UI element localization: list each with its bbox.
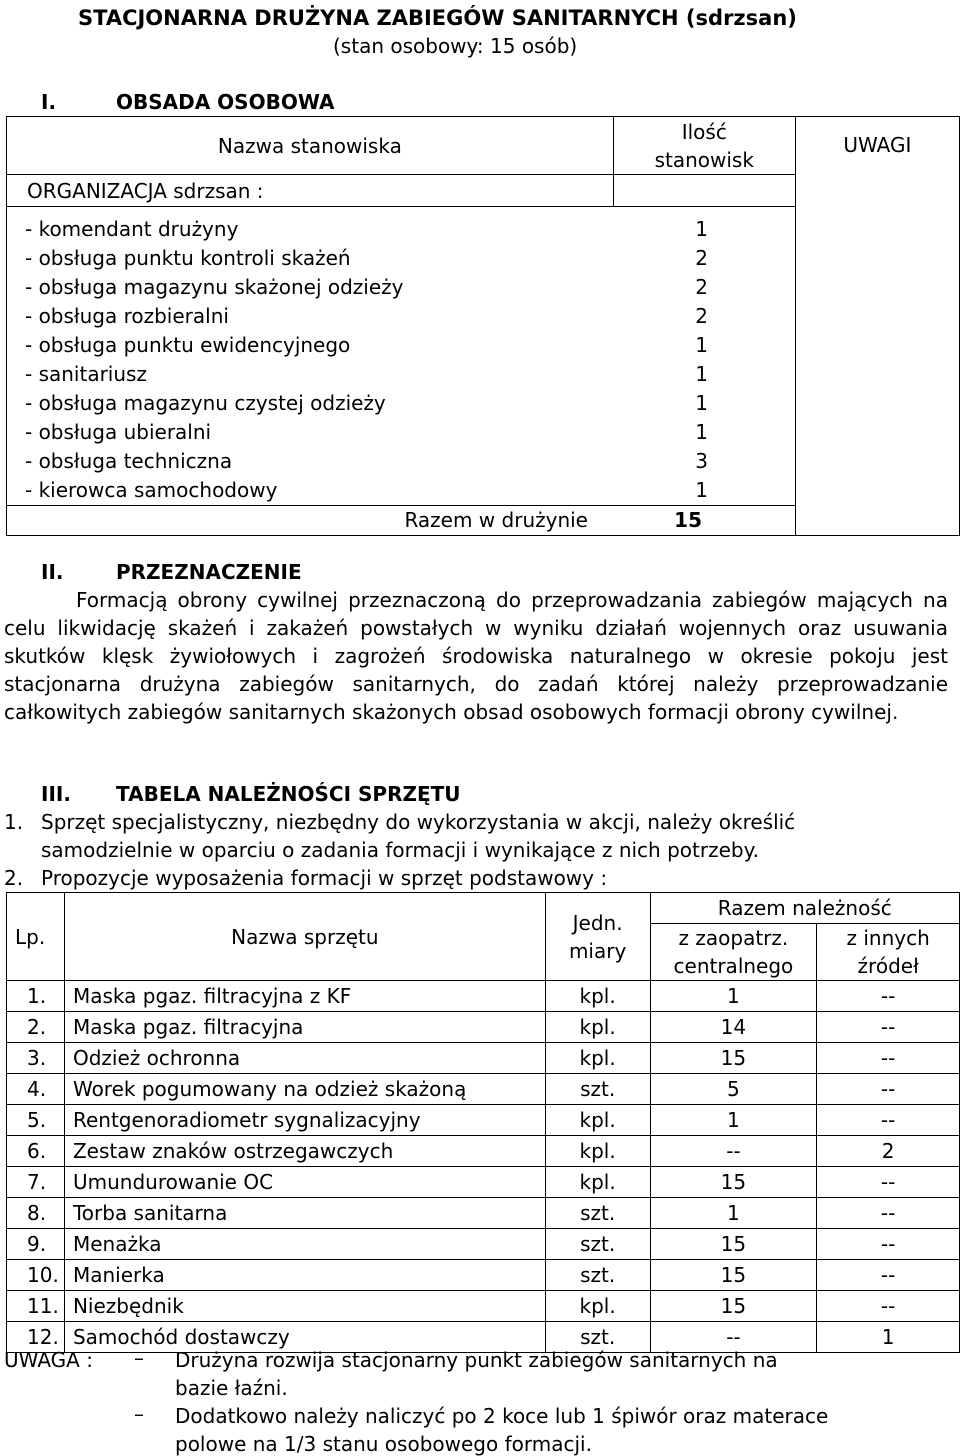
- point-2-text: Propozycje wyposażenia formacji w sprzęt podstawowy :: [41, 866, 608, 890]
- equipment-central-qty: 1: [650, 981, 817, 1012]
- equipment-row: [7, 1260, 960, 1291]
- equipment-row: [7, 1198, 960, 1229]
- equipment-unit: kpl.: [545, 981, 650, 1012]
- staffing-position-name: - kierowca samochodowy: [25, 478, 278, 502]
- staffing-position-name: - obsługa punktu kontroli skażeń: [25, 246, 351, 270]
- staffing-total-label: Razem w drużynie: [404, 508, 588, 532]
- section-3-number: III.: [41, 782, 71, 806]
- equipment-row: [7, 1105, 960, 1136]
- staffing-position-count: 1: [695, 217, 708, 241]
- staffing-position-name: - obsługa magazynu czystej odzieży: [25, 391, 386, 415]
- equipment-name: Manierka: [64, 1260, 545, 1291]
- staffing-row: [7, 273, 795, 302]
- equipment-col-unit-header: Jedn. miary: [545, 893, 650, 981]
- equipment-other-qty: --: [817, 1105, 960, 1136]
- note-1-dash: –: [134, 1346, 144, 1370]
- note-2-line-2: polowe na 1/3 stanu osobowego formacji.: [175, 1432, 592, 1456]
- notes-label: UWAGA :: [4, 1348, 93, 1372]
- point-2-number: 2.: [4, 866, 24, 890]
- staffing-position-count: 1: [695, 420, 708, 444]
- equipment-col-lp-header: Lp.: [7, 893, 65, 981]
- equipment-other-qty: 1: [817, 1322, 960, 1353]
- staffing-row: [7, 476, 795, 505]
- staffing-position-name: - obsługa techniczna: [25, 449, 233, 473]
- staffing-row: [7, 360, 795, 389]
- equipment-other-qty: --: [817, 1012, 960, 1043]
- equipment-name: Umundurowanie OC: [64, 1167, 545, 1198]
- staffing-total-value: 15: [674, 508, 702, 532]
- equipment-name: Menażka: [64, 1229, 545, 1260]
- equipment-other-qty: --: [817, 1291, 960, 1322]
- equipment-central-qty: 1: [650, 1105, 817, 1136]
- section-3-heading: TABELA NALEŻNOŚCI SPRZĘTU: [116, 782, 461, 806]
- staffing-position-count: 2: [695, 304, 708, 328]
- staffing-total-row: [7, 506, 796, 536]
- staffing-col-count-header: Ilość stanowisk: [613, 117, 795, 175]
- equipment-row: [7, 1043, 960, 1074]
- equipment-unit: szt.: [545, 1229, 650, 1260]
- equipment-central-qty: 14: [650, 1012, 817, 1043]
- equipment-col-other-header: z innych źródeł: [817, 924, 960, 981]
- equipment-other-qty: --: [817, 1043, 960, 1074]
- staffing-position-name: - sanitariusz: [25, 362, 147, 386]
- staffing-col-name-header: Nazwa stanowiska: [7, 117, 614, 175]
- equipment-lp: 2.: [7, 1012, 65, 1043]
- staffing-position-name: - obsługa magazynu skażonej odzieży: [25, 275, 404, 299]
- staffing-position-count: 1: [695, 362, 708, 386]
- staffing-position-name: - obsługa ubieralni: [25, 420, 212, 444]
- equipment-unit: kpl.: [545, 1167, 650, 1198]
- equipment-name: Worek pogumowany na odzież skażoną: [64, 1074, 545, 1105]
- equipment-unit: szt.: [545, 1260, 650, 1291]
- equipment-lp: 4.: [7, 1074, 65, 1105]
- equipment-row: [7, 1229, 960, 1260]
- equipment-lp: 3.: [7, 1043, 65, 1074]
- equipment-central-qty: 15: [650, 1229, 817, 1260]
- equipment-other-qty: --: [817, 1167, 960, 1198]
- staffing-position-name: - obsługa rozbieralni: [25, 304, 229, 328]
- equipment-row: [7, 981, 960, 1012]
- equipment-central-qty: 15: [650, 1043, 817, 1074]
- equipment-table: [6, 892, 960, 1353]
- note-1-line-2: bazie łaźni.: [175, 1376, 288, 1400]
- note-2-line-1: Dodatkowo należy naliczyć po 2 koce lub 1 śpiwór oraz materace: [175, 1404, 829, 1428]
- equipment-other-qty: 2: [817, 1136, 960, 1167]
- equipment-lp: 12.: [7, 1322, 65, 1353]
- equipment-central-qty: 5: [650, 1074, 817, 1105]
- document-title: STACJONARNA DRUŻYNA ZABIEGÓW SANITARNYCH (sdrzsan): [78, 6, 797, 30]
- equipment-other-qty: --: [817, 1260, 960, 1291]
- equipment-central-qty: 15: [650, 1291, 817, 1322]
- staffing-position-count: 1: [695, 391, 708, 415]
- staffing-position-count: 2: [695, 275, 708, 299]
- note-1-line-1: Drużyna rozwija stacjonarny punkt zabiegów sanitarnych na: [175, 1348, 778, 1372]
- equipment-name: Maska pgaz. filtracyjna z KF: [64, 981, 545, 1012]
- section-2-paragraph: Formacją obrony cywilnej przeznaczoną do przeprowadzania zabiegów mających na celu likwidację skażeń i zakażeń powstałych w wyniku działań wojennych oraz usuwania skutków klęsk żywiołowych i zagrożeń środowiska naturalnego w okresie pokoju jest stacjonarna drużyna zabiegów sanitarnych, do zadań której należy przeprowadzanie całkowitych zabiegów sanitarnych skażonych obsad osobowych formacji obrony cywilnej.: [4, 588, 948, 724]
- section-1-heading: OBSADA OSOBOWA: [116, 90, 335, 114]
- equipment-central-qty: --: [650, 1322, 817, 1353]
- staffing-position-count: 1: [695, 478, 708, 502]
- equipment-row: [7, 1291, 960, 1322]
- note-2-dash: –: [134, 1402, 144, 1426]
- equipment-central-qty: 15: [650, 1260, 817, 1291]
- document-subtitle: (stan osobowy: 15 osób): [333, 34, 578, 58]
- staffing-position-name: - obsługa punktu ewidencyjnego: [25, 333, 351, 357]
- point-1-number: 1.: [4, 810, 24, 834]
- equipment-name: Samochód dostawczy: [64, 1322, 545, 1353]
- equipment-lp: 10.: [7, 1260, 65, 1291]
- equipment-unit: kpl.: [545, 1012, 650, 1043]
- equipment-lp: 1.: [7, 981, 65, 1012]
- equipment-name: Maska pgaz. filtracyjna: [64, 1012, 545, 1043]
- equipment-row: [7, 1074, 960, 1105]
- equipment-lp: 7.: [7, 1167, 65, 1198]
- equipment-lp: 6.: [7, 1136, 65, 1167]
- equipment-central-qty: --: [650, 1136, 817, 1167]
- equipment-central-qty: 1: [650, 1198, 817, 1229]
- staffing-items: [7, 207, 796, 506]
- staffing-row: [7, 244, 795, 273]
- staffing-col-notes-header: UWAGI: [795, 117, 959, 536]
- equipment-row: [7, 1136, 960, 1167]
- staffing-table: [6, 116, 960, 536]
- equipment-other-qty: --: [817, 981, 960, 1012]
- staffing-position-count: 2: [695, 246, 708, 270]
- staffing-position-name: - komendant drużyny: [25, 217, 239, 241]
- note-1-line-1-wrap: [175, 1348, 929, 1372]
- equipment-name: Torba sanitarna: [64, 1198, 545, 1229]
- equipment-unit: szt.: [545, 1198, 650, 1229]
- equipment-row: [7, 1012, 960, 1043]
- equipment-row: [7, 1167, 960, 1198]
- staffing-position-count: 1: [695, 333, 708, 357]
- equipment-lp: 11.: [7, 1291, 65, 1322]
- staffing-row: [7, 389, 795, 418]
- equipment-lp: 5.: [7, 1105, 65, 1136]
- point-1-line-2: samodzielnie w oparciu o zadania formacji i wynikające z nich potrzeby.: [41, 838, 759, 862]
- staffing-row: [7, 447, 795, 476]
- equipment-unit: szt.: [545, 1322, 650, 1353]
- staffing-row: [7, 215, 795, 244]
- staffing-row: [7, 302, 795, 331]
- equipment-lp: 8.: [7, 1198, 65, 1229]
- equipment-col-name-header: Nazwa sprzętu: [64, 893, 545, 981]
- equipment-col-central-header: z zaopatrz. centralnego: [650, 924, 817, 981]
- equipment-name: Zestaw znaków ostrzegawczych: [64, 1136, 545, 1167]
- equipment-unit: kpl.: [545, 1105, 650, 1136]
- equipment-lp: 9.: [7, 1229, 65, 1260]
- staffing-row: [7, 418, 795, 447]
- equipment-unit: kpl.: [545, 1291, 650, 1322]
- equipment-central-qty: 15: [650, 1167, 817, 1198]
- section-2-heading: PRZEZNACZENIE: [116, 560, 302, 584]
- equipment-other-qty: --: [817, 1229, 960, 1260]
- section-1-number: I.: [41, 90, 57, 114]
- point-1-line-1: Sprzęt specjalistyczny, niezbędny do wykorzystania w akcji, należy określić: [41, 810, 796, 834]
- section-2-number: II.: [41, 560, 64, 584]
- equipment-unit: kpl.: [545, 1136, 650, 1167]
- equipment-col-total-header: Razem należność: [650, 893, 959, 924]
- staffing-position-count: 3: [695, 449, 708, 473]
- equipment-name: Odzież ochronna: [64, 1043, 545, 1074]
- equipment-name: Rentgenoradiometr sygnalizacyjny: [64, 1105, 545, 1136]
- staffing-row: [7, 331, 795, 360]
- equipment-unit: kpl.: [545, 1043, 650, 1074]
- equipment-name: Niezbędnik: [64, 1291, 545, 1322]
- equipment-other-qty: --: [817, 1074, 960, 1105]
- equipment-unit: szt.: [545, 1074, 650, 1105]
- equipment-other-qty: --: [817, 1198, 960, 1229]
- organization-label: ORGANIZACJA sdrzsan :: [7, 175, 614, 207]
